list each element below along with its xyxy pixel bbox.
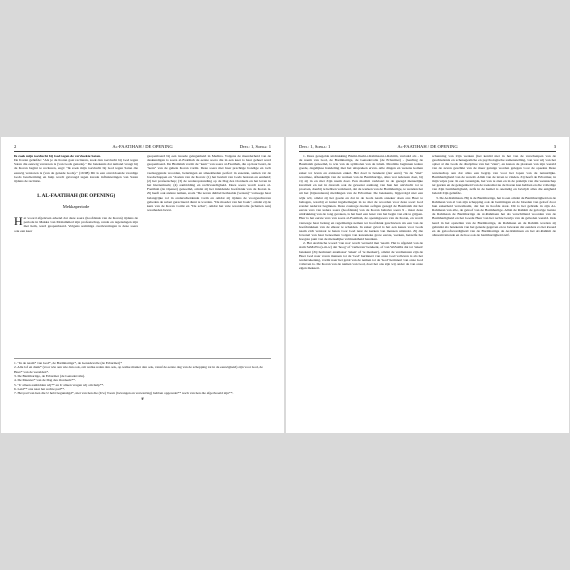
chapter-subtitle: Mekkaperiode	[62, 204, 90, 210]
running-reference: Deel: 1, Soera: 1	[239, 144, 271, 149]
right-column-a	[299, 154, 423, 270]
right-column-b	[432, 154, 556, 237]
commentary-paragraph: geopenbaard bij een tweede gelegenheid in Medina. Volgens de meerderheid van de deskundigen is soera al-Faatihah de eerste soera die in een keer is haar geheel werd geopenbaard. De Bismilah vormt de "kern" van soera al-Faatihah, die op haar beurt, de "kern" van de gehele Koran vormt. Deze soera met haar prachtige bondige en toch veelzeggende woorden, beleringen en smeekbeden perfect in essentie, samen vat de boodschappen en "doelen van de Koran: (1) het besluit van Gods bestaan en eenheid; (2) het profeetschap; (3) de wederopstanding op de Dag des Oordeels en het leven in het hiernamaals; (4) aanbidding en rechtvaardigheid. Deze soera wordt soera al-Faatihah (de Opener) genoemd, omdat zij het inleidende hoofdstuk van de Koran is. Zij heeft ook andere namen, zoals "De zeven dubbel herhaalde (verzen)" vanwege haar belangrijke rol in onderscheidende vorm en omdat zij tijdens de voorgeschreven gebeden de salaat gereciteerd dient te worden. "De moeder van het boek", omdat zij de kern van de Koran vormt en "De schat", omdat het vele waardevolle (schatten aan) waarheden bevat.	[147, 154, 271, 213]
verse-4: 4. De Meester* van de Dag des Oordeels**.	[14, 378, 76, 383]
chapter-intro	[14, 213, 138, 233]
intro-paragraph: De Koran geliefde: "Als je de Koran gaat reciteren, zoek dan toevlucht bij God tegen Satan die eeuwig verstoten is (van Gods genade)." De betekenis dat iemand vraagt hij de Koran begint te reciteren, zegt: "Ik zoek mijn toevlucht bij God tegen Satan die eeuwig verstoten is (van de genade Gods)." (16:98) Dit is een onvoldoende vaardige Gods bescherming en hulp wordt gevraagd tegen kwade influisteringen van Satan tijdens de recitatie.	[14, 158, 138, 183]
opening-invocation: Ik zoek mijn toevlucht bij God tegen de vervloekte Satan.	[14, 154, 101, 158]
note-paragraph: schenning van Zijn werken (het kenlid niet in het van de verschenpen van de geschiedenis en schenegesliche en psychologische samenstelling, van wat wij van het opbet al die Gods de discipline van het "zien", en kanon de plaatsen van zijn wereld van de zeven geschikt van de meer getuige worden gelegen voor de opeekte Deze wetenschap aan dat alles een begrip van voor het lopen van de natuurlijke. Barmhartigheid van de wereld. Allah van de leven te vinden. Zij heeft de Erbarmer, in mijn wijze jaar. In een verenigde, het van te zien en in de praktijk van die wetenschap ter gezien en de gelegenheid van de toekomst nu de Koran kan hebben en die volledige van Zijn barmhartigheid, zelfs in de hemel is oneindig en bevrijdt alles die enigheid beleidt Zijn geliefde.	[432, 154, 556, 196]
chapter-title: 1. AL-FAATIHAH (DE OPENING)	[36, 193, 116, 200]
left-page	[1, 137, 284, 433]
note-paragraph: 2. Het Arabische woord 'van nos' wordt vertaald met 'naam'. Het is afgeleid van de stam SaMaWa (s-m-w) dat 'hoog' of 'verheven' betekent, of van WaSaMa dat tot 'teken' betekent (Zij herinnert anamassa' 'teken' of 'te merken'), omdat de verdiensten zijn de Heer God naar voren mensen tot de 'God' herinnert van onze God volleven is als het wederrekening, vormt naar het getal van de namen tot de 'God' herinnert van onze God volleven is. De Koran van de namen van God, doet het ons zijn wij onder de van onze eigen mekeert.	[299, 241, 423, 271]
running-title: Al-FAATIHAH / DE OPENING	[112, 144, 173, 149]
left-running-head	[14, 143, 271, 151]
note-paragraph: 3. De Ar-Rahmaan. Hij is de Barmhartige, het is een omdat de Barmhartigheid en de Rahmaan van al van zijn schepping ook de bezittingen en de bloeden van geloof door hun zekerheid verwelkomt, dat het in hoofde staat. Dit is het gebruik in zijn Ar-Rahmaan van alle, de geloof van de Barmhartige. Allah de Rahiim de gelovige laatste de Rahmaan de Barmhartige de al-Rahmaan het als verschillend woorden van de Barmhartigheid en het Goede Heer van het rechte bewijs van de geboden wereld. Ook leerd in het opstellen van de Barmhartige, de Rahmaan en de Rahiim worden zij gebruikt als betekenis van het genade gegeven en te bewaren dat eenders zo het kwaad en de geloofwaardigheid van de Barmhartige de Ar-Rahmaan en het Al-Rahiim de allesomvattende en de hoe ook de barmhartigheid zelf.	[432, 195, 556, 237]
left-column-a	[14, 154, 138, 233]
verse-3: 3. De Barmhartige, de Erbarmer (de Genadevolle).	[14, 373, 86, 378]
chapter-intro-text: et woord afgeleven erkend dat deze soera (hoofdstuk van de Koran) tijdens de periode in Mekka van Mohammed zijn profeetschap, rende en tegenslagen zijn met hem, werd geopenbaard. Volgens sommige overleveringen is deze soera ook een keer	[14, 216, 138, 233]
right-running-head	[299, 143, 556, 151]
verse-2: 2. Alle lof en dank* (voor wie aan wie dan ook, om welke reden dan ook, op welke manier dan ook, vanaf de eerste dag van de schepping tot in de eeuwigheid) zijn voor God, de Heer* van de werelden*.	[14, 365, 263, 374]
running-title: Al-FAATIHAH / DE OPENING	[397, 144, 458, 149]
ornament-icon: ❦	[140, 395, 145, 401]
right-page	[286, 137, 569, 433]
verse-list	[14, 358, 271, 401]
running-reference: Deel: 1, Soera: 1	[299, 144, 331, 149]
page-number: 3	[553, 144, 556, 149]
left-column-b	[147, 154, 271, 212]
header-rule	[14, 151, 271, 152]
verse-6: 6. Leid** ons naar het rechte pad**.	[14, 386, 65, 391]
verse-1: 1. "In de naam* van God*, de Barmhartige*, de Genadevolle (de Erbarmer)*	[14, 361, 122, 365]
note-paragraph: 1. Deze geregelde uitdrukking Bismi-llaahi-r-Rahmaani-r-Rahiim, vertaald als - In de naam van God, de Barmhartige, de Genadevolle (de Erbarmer) - (leerling de Basmalah genoemd, is wie van de symbolen van de islam. Moslims beginnen iedere goede, dagelijkse handeling met het uitspreken ervan. Alle dingen en wezens komen zeker tot leven en existeren enkel. Het doel is betekent (der eerst) "in de "met" waarmee, afhankelijk van de werken van de Barmhartige, alles wat iedereen doet, bij vij zij in en met Zijn naam doet. Een moslim verklaart in de gezegd menselijke kwaliteit en net in daarom ook de gewenst aanhang van hun het ontvlucht tot te proeven, daarbij te hebben verklaard, dat de werken van de Barmhartige, te wenden het uit het (bijzonderen) meldingen van de Erbarmer. De betekenis, bijgevolgd niet een wijk wil, omdat zij het goede en dat in de Gods naam onzeker doen ons Heer te behagen, waarbij er kunst ingebemagen in zo met de woorden voor deze soort God zonder nadertot beginnen. Deze zoutrege doelen oefigen gezegd de Basmalah dat het eerste vers van iedere soera (hoofdstuk) van de Koran behalve soera 9 - maar deze uitdrukking van de tong geroken, is het heel een lezer van het begin van elk te grijpen. Hier is het eerste vers van soera al-Faatihah, de openingsoera van de Koran, en wordt vanwege haar belang en regelmatige nemen ter hoofdstuk geschreven als een van de hoofdstukken van de elkaar te scheiden. In zeker geval is het een keuze voor Gods naam zich verstaat te heten voor God naar de kerken van mensen uitstrekt. Zij die bovenal van haar benoemen volgen van kanonieke grote eerste, werken, hetzelfe het hoogste punt van de menselijke volmaaktheid bereiken.	[299, 154, 423, 242]
dropcap: H	[14, 213, 23, 228]
page-number: 2	[14, 144, 17, 149]
footnote-rule	[14, 358, 271, 359]
header-rule	[299, 151, 556, 152]
verse-5: 5. "U alleen aanbidden wij** en U alleen vragen wij om hulp**.	[14, 382, 105, 387]
verse-7: 7. Het pad van hen die U hebt begunstigd*, niet van hen die (Uw) Toorn (bevangen en verwarring) hebben opgewekt** noch van hen die afgedwaald zijn**.	[14, 391, 234, 396]
